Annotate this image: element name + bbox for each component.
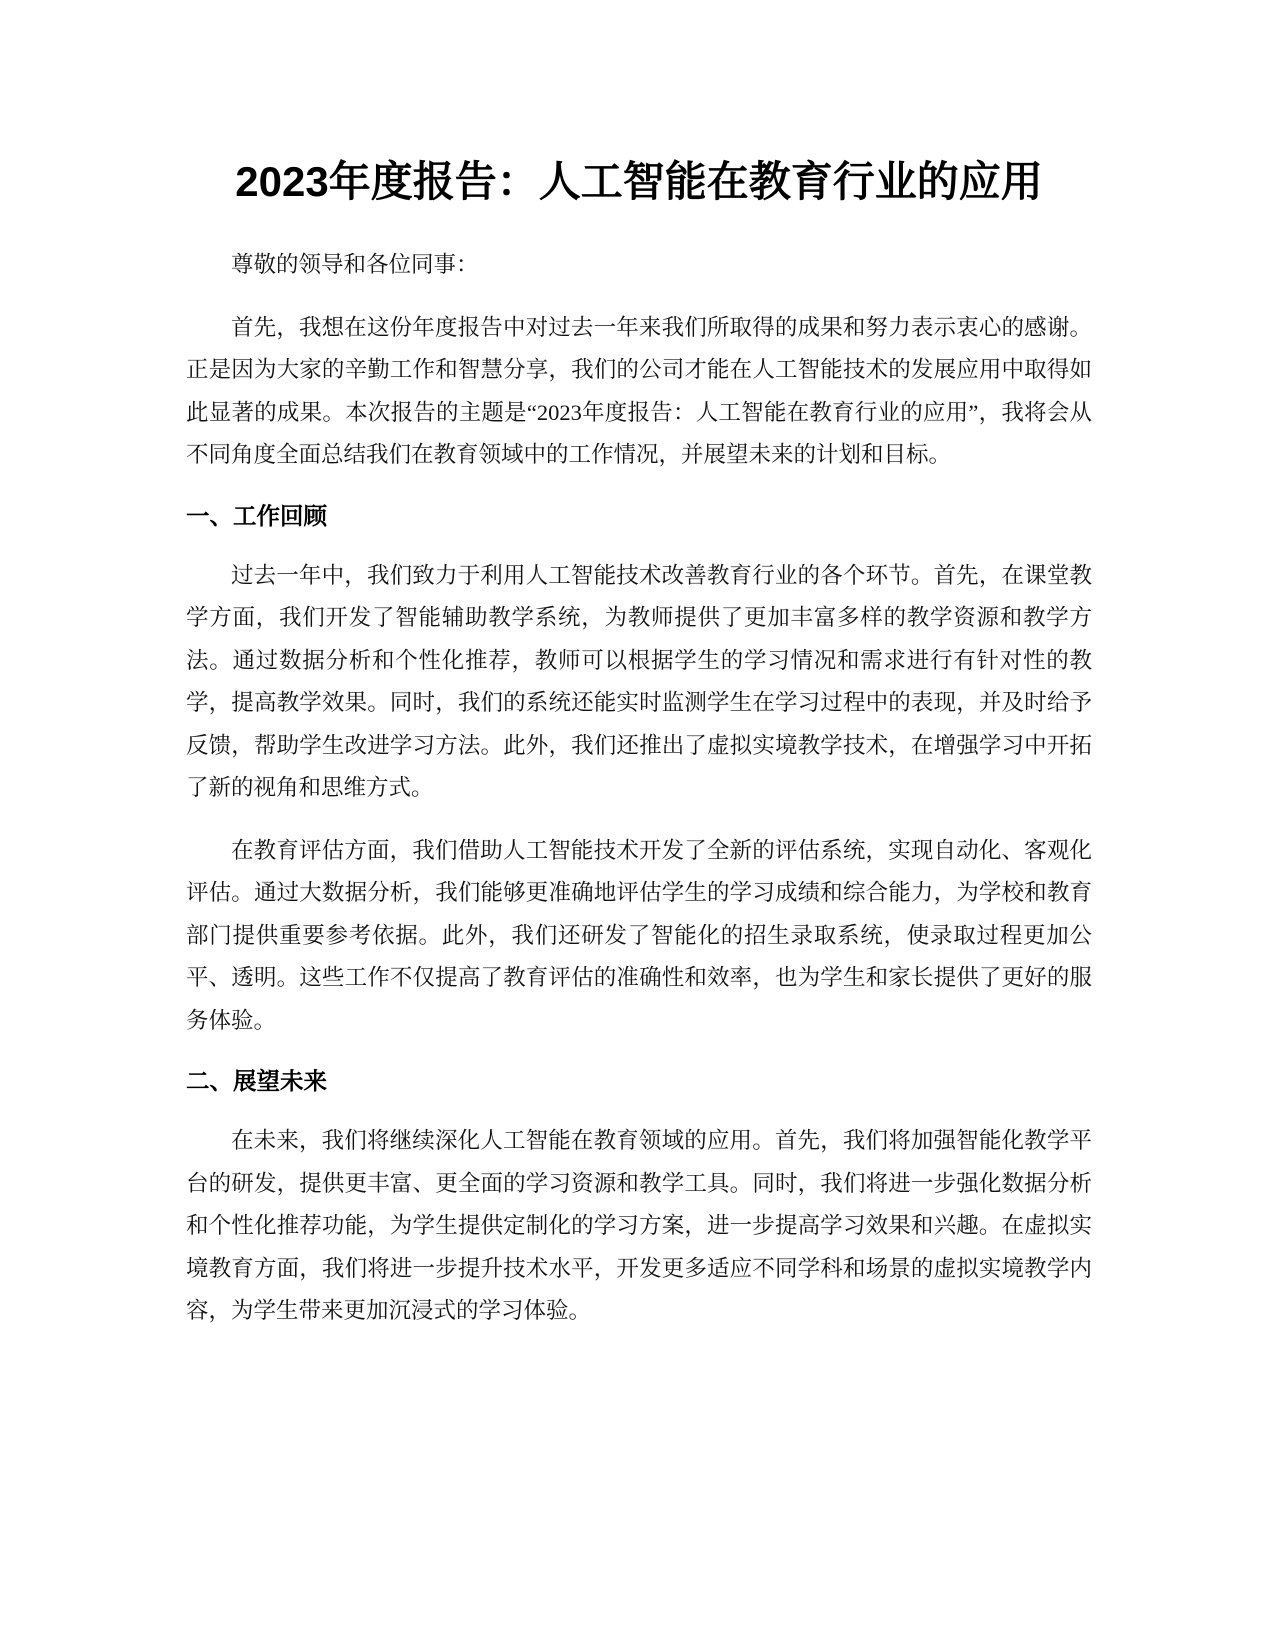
document-body xyxy=(186,150,1092,1333)
outlook-paragraph-1: 在未来，我们将继续深化人工智能在教育领域的应用。首先，我们将加强智能化教学平台的研发，提供更丰富、更全面的学习资源和教学工具。同时，我们将进一步强化数据分析和个性化推荐功能，为学生提供定制化的学习方案，进一步提高学习效果和兴趣。在虚拟实境教育方面，我们将进一步提升技术水平，开发更多适应不同学科和场景的虚拟实境教学内容，为学生带来更加沉浸式的学习体验。 xyxy=(186,1128,1092,1323)
work-review-paragraph-1: 过去一年中，我们致力于利用人工智能技术改善教育行业的各个环节。首先，在课堂教学方面，我们开发了智能辅助教学系统，为教师提供了更加丰富多样的教学资源和教学方法。通过数据分析和个性化推荐，教师可以根据学生的学习情况和需求进行有针对性的教学，提高教学效果。同时，我们的系统还能实时监测学生在学习过程中的表现，并及时给予反馈，帮助学生改进学习方法。此外，我们还推出了虚拟实境教学技术，在增强学习中开拓了新的视角和思维方式。 xyxy=(186,562,1092,800)
document-title: 2023年度报告：人工智能在教育行业的应用 xyxy=(235,158,1043,205)
intro-paragraph: 首先，我想在这份年度报告中对过去一年来我们所取得的成果和努力表示衷心的感谢。正是因为大家的辛勤工作和智慧分享，我们的公司才能在人工智能技术的发展应用中取得如此显著的成果。本次报告的主题是“2023年度报告：人工智能在教育行业的应用”，我将会从不同角度全面总结我们在教育领域中的工作情况，并展望未来的计划和目标。 xyxy=(186,314,1092,467)
section-heading-work-review: 一、工作回顾 xyxy=(186,502,327,529)
work-review-paragraph-2: 在教育评估方面，我们借助人工智能技术开发了全新的评估系统，实现自动化、客观化评估。通过大数据分析，我们能够更准确地评估学生的学习成绩和综合能力，为学校和教育部门提供重要参考依据。此外，我们还研发了智能化的招生录取系统，使录取过程更加公平、透明。这些工作不仅提高了教育评估的准确性和效率，也为学生和家长提供了更好的服务体验。 xyxy=(186,837,1092,1033)
greeting-paragraph: 尊敬的领导和各位同事： xyxy=(231,252,479,277)
section-heading-outlook: 二、展望未来 xyxy=(186,1068,327,1094)
